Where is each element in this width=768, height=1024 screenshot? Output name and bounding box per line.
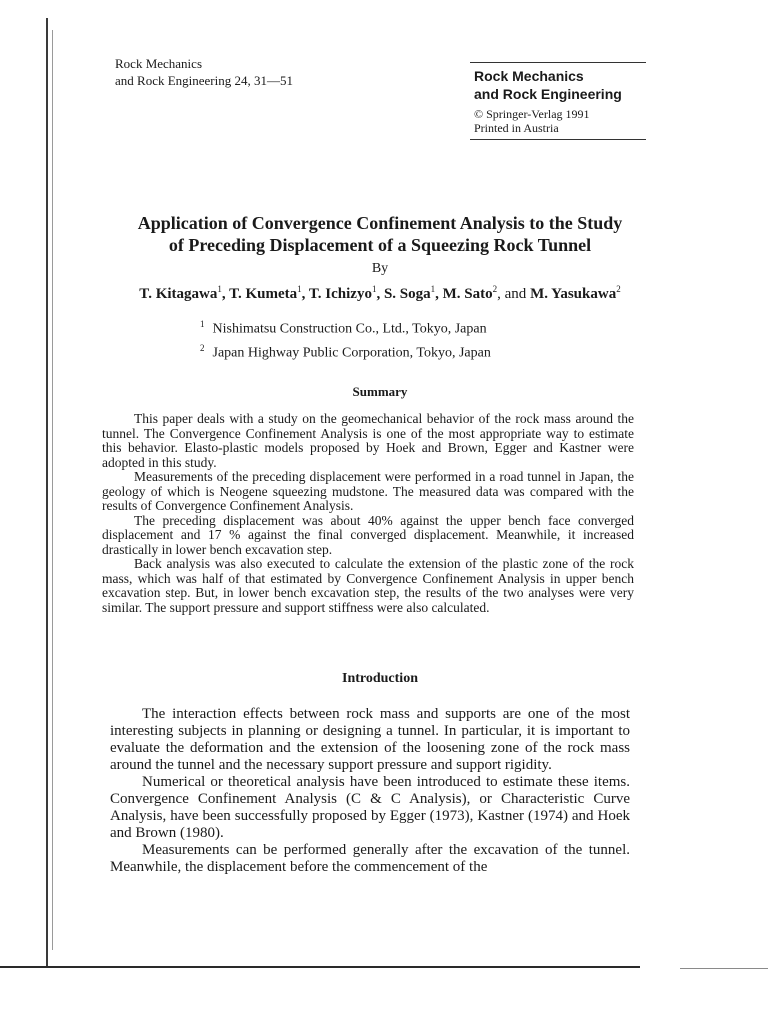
- paragraph: The preceding displacement was about 40% against the upper bench face converged displacement and 17 % against the final converged displacement. Meanwhile, it increased drastically in lower bench excavation step.: [102, 512, 634, 557]
- author-list: [100, 284, 660, 303]
- author-name: M. Sato: [442, 286, 493, 302]
- paragraph: Measurements can be performed generally after the excavation of the tunnel. Meanwhile, the displacement before the commencement of the: [110, 842, 630, 875]
- introduction-heading: Introduction: [342, 671, 418, 686]
- page-bottom-rule: [0, 966, 640, 968]
- introduction-body: [110, 706, 630, 876]
- author-separator: ,: [221, 286, 230, 302]
- paragraph: Back analysis was also executed to calculate the extension of the plastic zone of the rock mass, which was half of that estimated by Convergence Confinement Analysis in upper bench excavation step. But, in lower bench excavation step, the results of the two analyses were very similar. The support pressure and support stiffness were also calculated.: [102, 556, 634, 615]
- author-name: T. Ichizyo: [308, 286, 372, 302]
- title-line: of Preceding Displacement of a Squeezing Rock Tunnel: [168, 235, 592, 255]
- author-separator: ,: [301, 286, 309, 302]
- copyright-line: © Springer-Verlag 1991: [474, 107, 590, 121]
- author-separator: ,: [376, 286, 384, 302]
- author-name: T. Kitagawa: [139, 286, 218, 302]
- paragraph: The interaction effects between rock mass and supports are one of the most interesting subjects in planning or designing a tunnel. In particular, it is important to evaluate the deformation and the extension of the loosening zone of the rock mass around the tunnel and the necessary support pressure and support rigidity.: [110, 706, 630, 773]
- citation-line: Rock Mechanics: [115, 56, 203, 71]
- affiliation-marker: 1: [297, 284, 302, 294]
- summary-body: [102, 412, 634, 615]
- binding-edge-shadow: [52, 30, 53, 950]
- affiliation-marker: 2: [492, 284, 498, 294]
- by-line: By: [371, 261, 389, 276]
- author-name: M. Yasukawa: [530, 286, 617, 302]
- affiliation-marker: 1: [430, 284, 436, 294]
- paragraph: This paper deals with a study on the geomechanical behavior of the rock mass around the tunnel. The Convergence Confinement Analysis is one of the most appropriate way to estimate this behavior. Elasto-plastic models proposed by Hoek and Brown, Egger and Kastner were adopted in this study.: [102, 411, 634, 470]
- author-separator: ,: [435, 286, 443, 302]
- affiliation-text: Nishimatsu Construction Co., Ltd., Tokyo, Japan: [212, 321, 487, 337]
- affiliation-item: [200, 339, 491, 363]
- journal-name: Rock Mechanics: [474, 68, 584, 84]
- affiliation-list: [200, 315, 491, 362]
- author-name: S. Soga: [383, 286, 431, 302]
- paper-title: [100, 212, 660, 256]
- page-bottom-rule-right: [680, 968, 768, 969]
- paragraph: Numerical or theoretical analysis have been introduced to estimate these items. Convergence Confinement Analysis (C & C Analysis), or Characteristic Curve Analysis, have been successfully proposed by Egger (1973), Kastner (1974) and Hoek and Brown (1980).: [110, 774, 630, 841]
- title-line: Application of Convergence Confinement Analysis to the Study: [137, 213, 623, 233]
- paragraph: Measurements of the preceding displacement were performed in a road tunnel in Japan, the geology of which is Neogene squeezing mudstone. The measured data was compared with the results of Convergence Confinement Analysis.: [102, 469, 634, 513]
- printed-line: Printed in Austria: [474, 121, 559, 135]
- affiliation-marker: 1: [217, 284, 222, 294]
- affiliation-marker: 2: [616, 284, 621, 294]
- journal-masthead: [470, 62, 646, 140]
- affiliation-marker: 1: [200, 319, 205, 329]
- affiliation-marker: 1: [371, 284, 377, 294]
- journal-name: and Rock Engineering: [474, 86, 622, 102]
- affiliation-text: Japan Highway Public Corporation, Tokyo, Japan: [212, 345, 491, 361]
- affiliation-item: [200, 315, 491, 339]
- summary-heading: Summary: [352, 384, 408, 399]
- citation-line: and Rock Engineering 24, 31—51: [115, 73, 293, 88]
- author-name: T. Kumeta: [229, 286, 298, 302]
- affiliation-marker: 2: [200, 342, 205, 353]
- author-separator: , and: [497, 286, 531, 302]
- binding-edge-line: [46, 18, 48, 968]
- citation-block: [115, 55, 293, 89]
